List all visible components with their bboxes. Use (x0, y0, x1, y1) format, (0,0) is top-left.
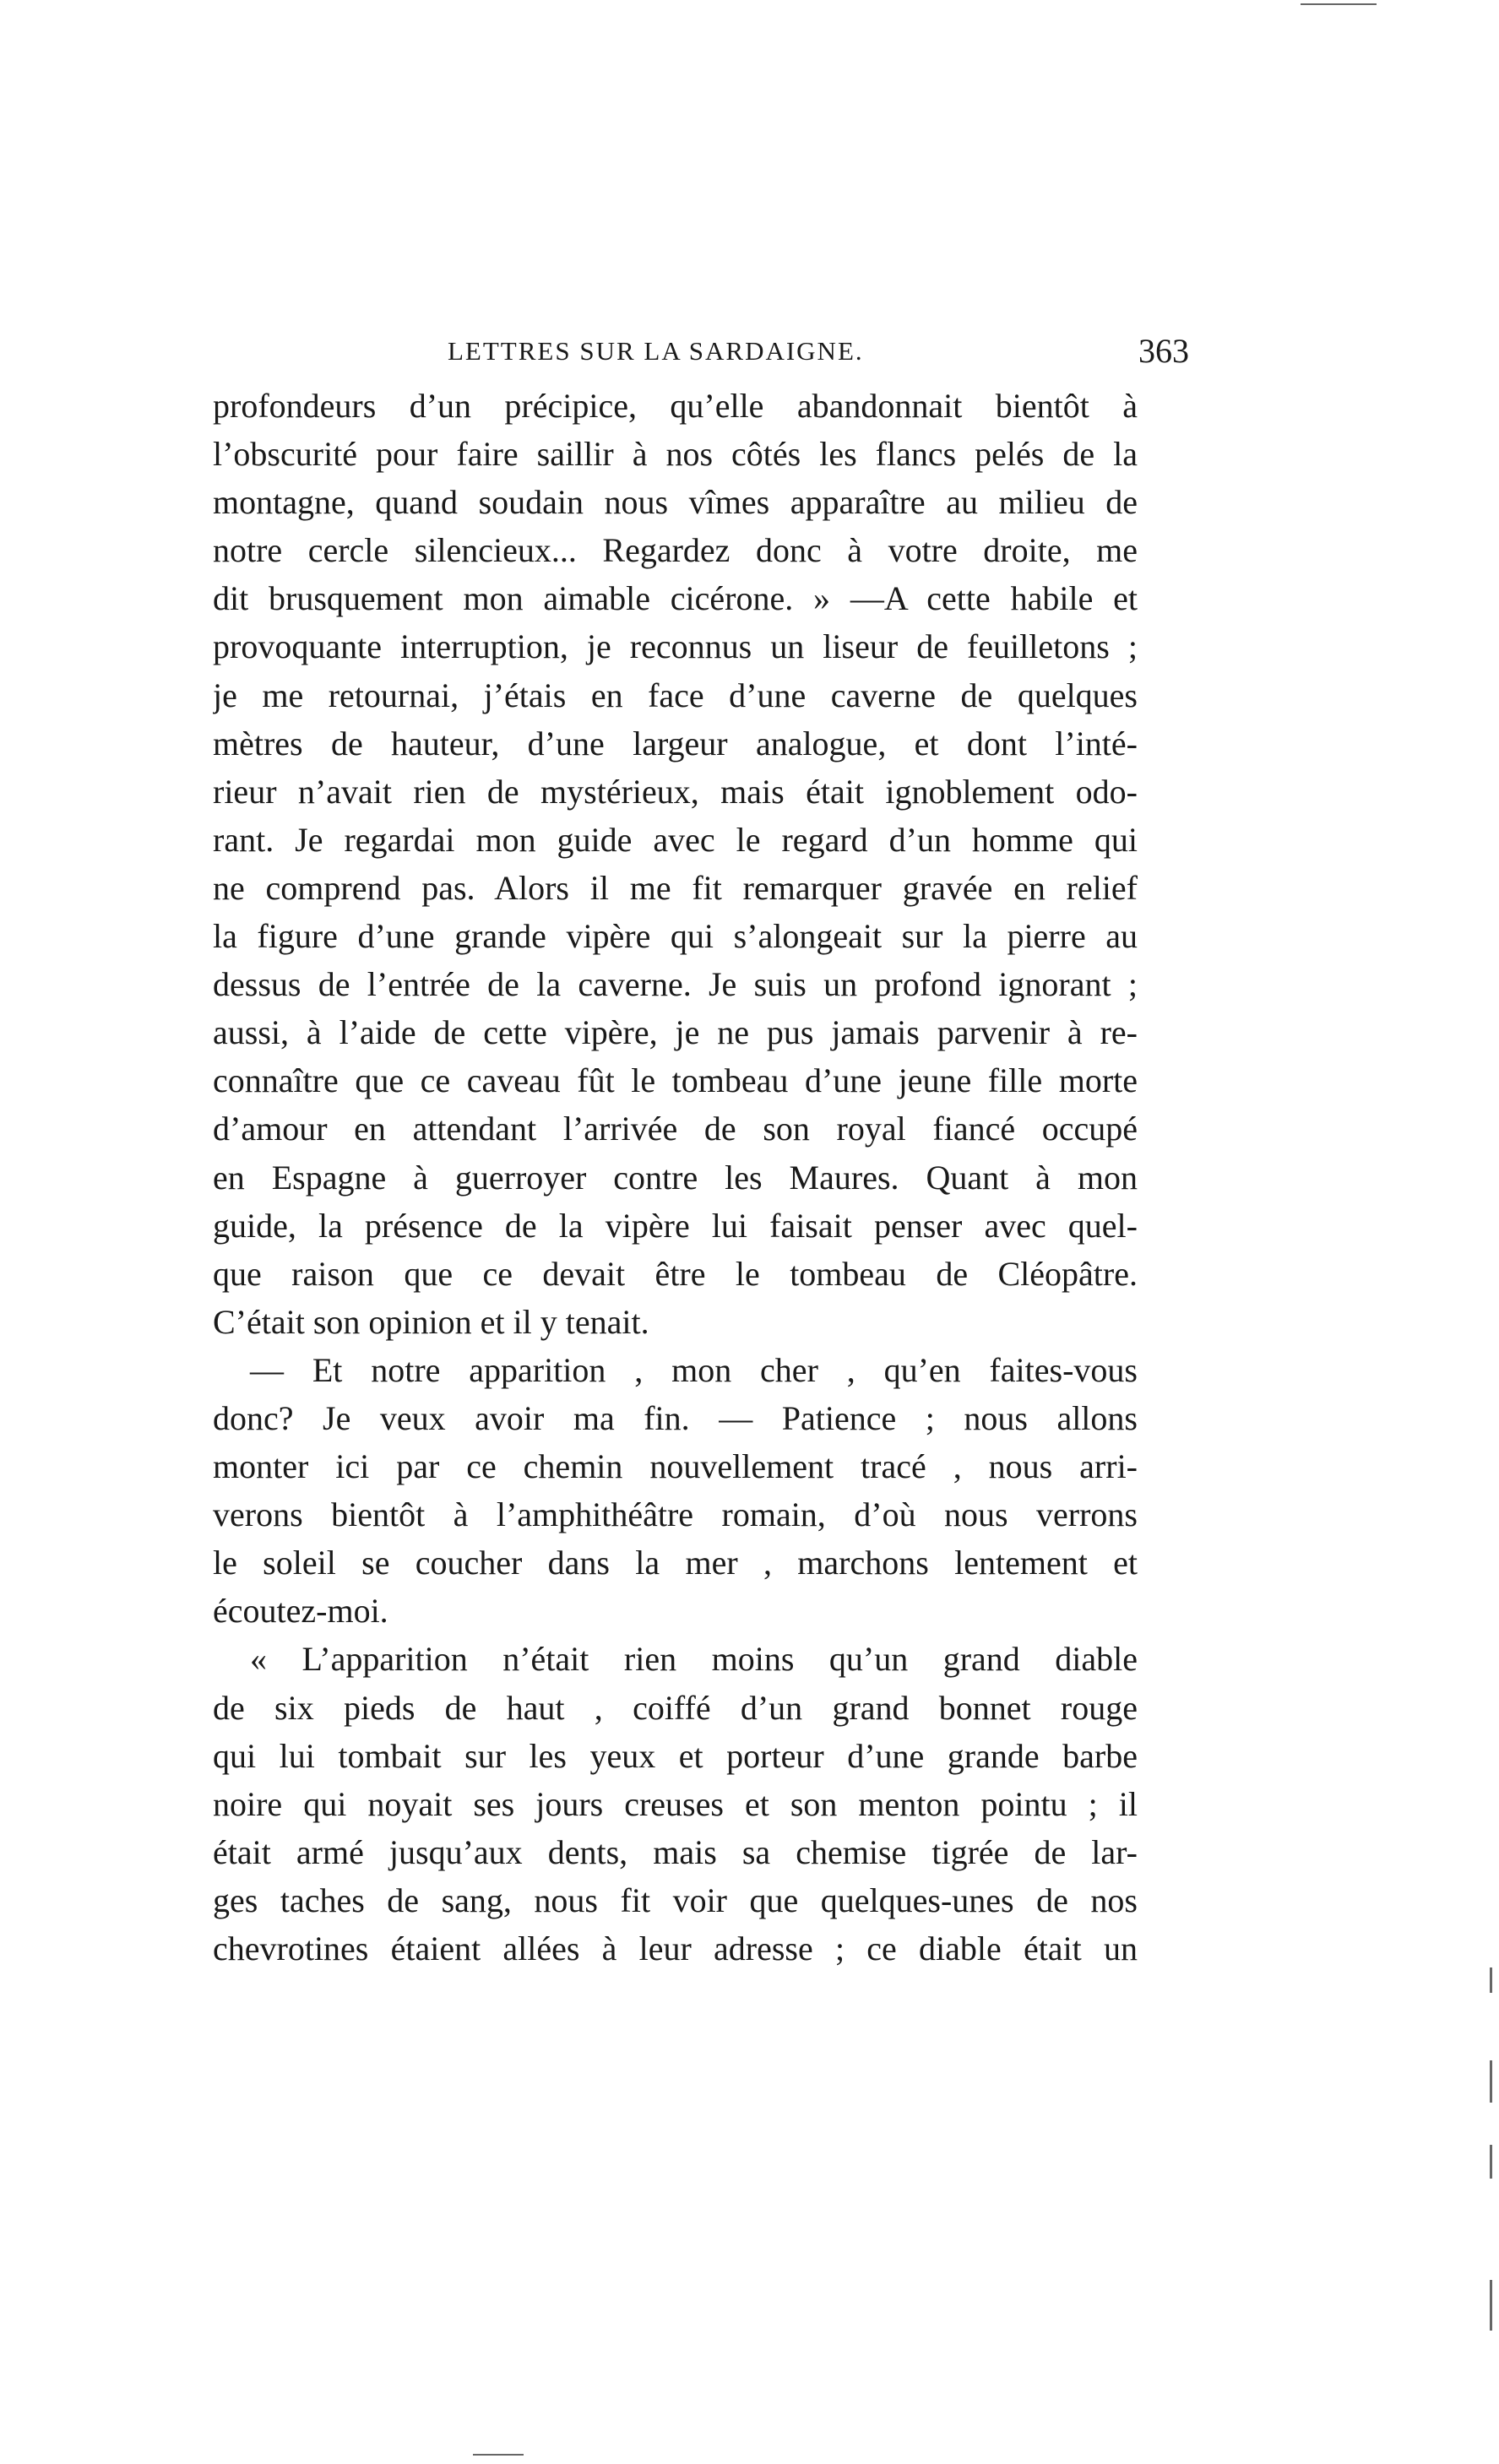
text-line: profondeurs d’un précipice, qu’elle abandonnait bientôt à (213, 387, 1138, 425)
page-number: 363 (1138, 332, 1189, 370)
text-line: connaître que ce caveau fût le tombeau d’une jeune fille morte (213, 1061, 1138, 1100)
text-line: noire qui noyait ses jours creuses et son menton pointu ; il (213, 1784, 1138, 1823)
text-line: verons bientôt à l’amphithéâtre romain, d’où nous verrons (213, 1495, 1138, 1534)
running-head (226, 331, 1189, 378)
text-line: ne comprend pas. Alors il me fit remarquer gravée en relief (213, 868, 1138, 907)
scan-edge-mark (1490, 1967, 1492, 1993)
text-line: C’était son opinion et il y tenait. (213, 1302, 649, 1341)
text-line: montagne, quand soudain nous vîmes apparaître au milieu de (213, 483, 1138, 522)
text-line: le soleil se coucher dans la mer , marchons lentement et (213, 1544, 1138, 1582)
text-line: que raison que ce devait être le tombeau de Cléopâtre. (213, 1254, 1138, 1293)
text-line: « L’apparition n’était rien moins qu’un grand diable (250, 1640, 1138, 1679)
text-line: ges taches de sang, nous fit voir que quelques-unes de nos (213, 1881, 1138, 1919)
text-line: la figure d’une grande vipère qui s’alongeait sur la pierre au (213, 917, 1138, 956)
text-line: mètres de hauteur, d’une largeur analogue, et dont l’inté- (213, 724, 1138, 763)
text-line: provoquante interruption, je reconnus un liseur de feuilletons ; (213, 627, 1138, 666)
text-line: donc? Je veux avoir ma fin. — Patience ; nous allons (213, 1398, 1138, 1437)
text-line: rant. Je regardai mon guide avec le regard d’un homme qui (213, 820, 1138, 859)
text-line: écoutez-moi. (213, 1592, 388, 1631)
text-line: qui lui tombait sur les yeux et porteur d’une grande barbe (213, 1736, 1138, 1775)
text-line: en Espagne à guerroyer contre les Maures. Quant à mon (213, 1158, 1138, 1197)
text-line: l’obscurité pour faire saillir à nos côtés les flancs pelés de la (213, 435, 1138, 474)
text-line: rieur n’avait rien de mystérieux, mais était ignoblement odo- (213, 772, 1138, 811)
text-line: je me retournai, j’étais en face d’une caverne de quelques (213, 676, 1138, 714)
scan-edge-mark (1490, 2145, 1492, 2179)
running-title: LETTRES SUR LA SARDAIGNE. (448, 336, 864, 366)
text-line: dit brusquement mon aimable cicérone. » —A cette habile et (213, 579, 1138, 618)
text-line: notre cercle silencieux... Regardez donc à votre droite, me (213, 531, 1138, 570)
scan-edge-mark (1490, 2060, 1492, 2103)
text-line: dessus de l’entrée de la caverne. Je suis un profond ignorant ; (213, 965, 1138, 1004)
text-line: était armé jusqu’aux dents, mais sa chemise tigrée de lar- (213, 1832, 1138, 1871)
text-line: chevrotines étaient allées à leur adresse ; ce diable était un (213, 1929, 1138, 1967)
scan-edge-mark (1490, 2280, 1492, 2331)
text-line: de six pieds de haut , coiffé d’un grand bonnet rouge (213, 1688, 1138, 1727)
text-line: monter ici par ce chemin nouvellement tracé , nous arri- (213, 1447, 1138, 1486)
scan-edge-mark (1301, 3, 1377, 5)
text-line: guide, la présence de la vipère lui faisait penser avec quel- (213, 1206, 1138, 1245)
body-text (213, 382, 1138, 1973)
text-line: — Et notre apparition , mon cher , qu’en faites-vous (250, 1350, 1138, 1389)
text-line: d’amour en attendant l’arrivée de son royal fiancé occupé (213, 1110, 1138, 1148)
scan-edge-mark (473, 2454, 524, 2456)
text-line: aussi, à l’aide de cette vipère, je ne pus jamais parvenir à re- (213, 1013, 1138, 1052)
